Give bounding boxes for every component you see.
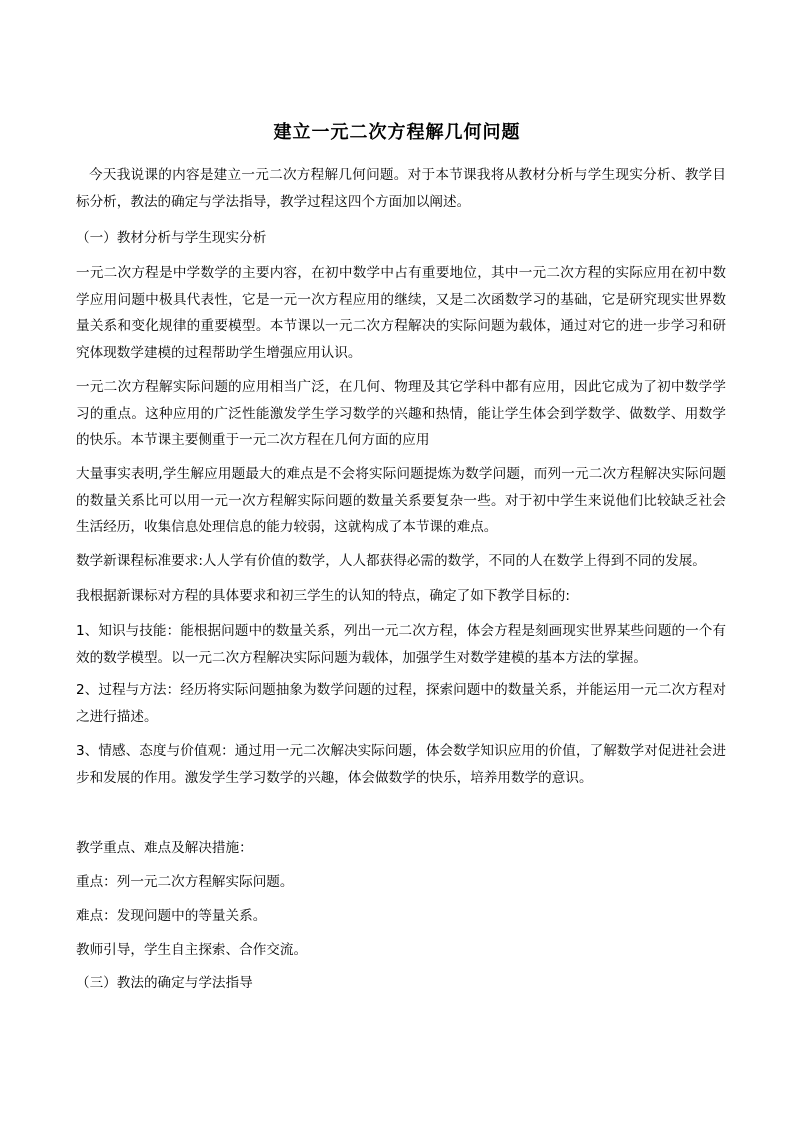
section1-paragraph-3: 大量事实表明,学生解应用题最大的难点是不会将实际问题提炼为数学问题，而列一元二次方程解决实际问题的数量关系比可以用一元一次方程解实际问题的数量关系要复杂一些。对于初中学生来说他们比较缺乏社会生活经历，收集信息处理信息的能力较弱，这就构成了本节课的难点。 — [76, 466, 726, 535]
curriculum-standard: 数学新课程标准要求:人人学有价值的数学，人人都获得必需的数学，不同的人在数学上得到不同的发展。 — [76, 553, 706, 569]
intro-paragraph: 今天我说课的内容是建立一元二次方程解几何问题。对于本节课我将从教材分析与学生现实分析、教学目标分析，教法的确定与学法指导，教学过程这四个方面加以阐述。 — [76, 167, 726, 210]
section1-paragraph-1: 一元二次方程是中学数学的主要内容，在初中数学中占有重要地位，其中一元二次方程的实际应用在初中数学应用问题中极具代表性，它是一元一次方程应用的继续，又是二次函数学习的基础，它是研究现实世界数量关系和变化规律的重要模型。本节课以一元二次方程解决的实际问题为载体，通过对它的进一步学习和研究体现数学建模的过程帮助学生增强应用认识。 — [76, 265, 726, 361]
difficulty-point: 难点：发现问题中的等量关系。 — [76, 908, 267, 924]
goals-intro: 我根据新课标对方程的具体要求和初三学生的认知的特点，确定了如下教学目标的: — [76, 588, 570, 604]
key-difficulty-heading: 教学重点、难点及解决措施： — [76, 840, 253, 856]
section1-paragraph-2: 一元二次方程解实际问题的应用相当广泛，在几何、物理及其它学科中都有应用，因此它成为了初中数学学习的重点。这种应用的广泛性能激发学生学习数学的兴趣和热情，能让学生体会到学数学、做数学、用数学的快乐。本节课主要侧重于一元二次方程在几何方面的应用 — [76, 379, 726, 448]
document-title: 建立一元二次方程解几何问题 — [273, 122, 521, 143]
key-point: 重点：列一元二次方程解实际问题。 — [76, 874, 294, 890]
solution-measures: 教师引导，学生自主探索、合作交流。 — [76, 942, 308, 958]
goal-3: 3、情感、态度与价值观：通过用一元二次解决实际问题，体会数学知识应用的价值，了解数学对促进社会进步和发展的作用。激发学生学习数学的兴趣，体会做数学的快乐，培养用数学的意识。 — [76, 743, 726, 786]
section3-heading: （三）教法的确定与学法指导 — [76, 975, 253, 991]
goal-2: 2、过程与方法：经历将实际问题抽象为数学问题的过程，探索问题中的数量关系，并能运用一元二次方程对之进行描述。 — [76, 682, 726, 725]
section1-heading: （一）教材分析与学生现实分析 — [76, 230, 267, 246]
goal-1: 1、知识与技能：能根据问题中的数量关系，列出一元二次方程，体会方程是刻画现实世界某些问题的一个有效的数学模型。以一元二次方程解决实际问题为载体，加强学生对数学建模的基本方法的掌握。 — [76, 623, 726, 666]
